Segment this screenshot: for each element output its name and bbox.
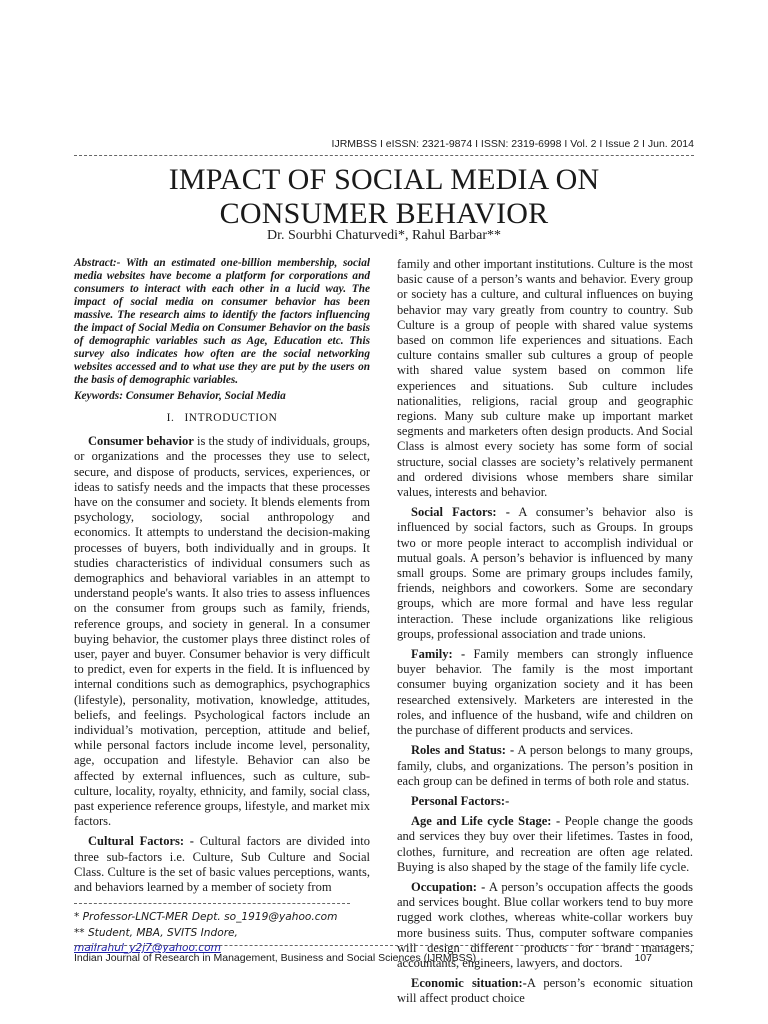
roles-lead: Roles and Status: - [411,743,515,758]
social-factors-paragraph [397,505,693,642]
age-lead: Age and Life cycle Stage: - [411,814,561,829]
cultural-body: Cultural factors are divided into three sub-factors i.e. Culture, Sub Culture and Social Class. Culture is the set of basic values perceptions, wants, and behaviors learned by a member of society from [74,834,370,895]
intro-paragraph [74,434,370,829]
personal-factors-heading [397,794,693,809]
footnote-2: ** Student, MBA, SVITS Indore, [74,926,238,939]
running-header: IJRMBSS I eISSN: 2321-9874 I ISSN: 2319-6998 I Vol. 2 I Issue 2 I Jun. 2014 [331,138,694,150]
roles-status-paragraph [397,743,693,789]
section-number: I. [166,412,175,424]
title-line-1: IMPACT OF SOCIAL MEDIA ON [168,163,600,196]
footnotes [74,910,370,957]
running-footer [74,952,694,964]
occupation-lead: Occupation: - [411,879,486,894]
footer-journal-name: Indian Journal of Research in Management, Business and Social Sciences (IJRMBSS) [74,952,477,964]
age-lifecycle-paragraph [397,814,693,875]
social-lead: Social Factors: - [411,505,510,520]
culture-continued-paragraph: family and other important institutions. Culture is the most basic cause of a person’s wants and behavior. Every group or society has a culture, and cultural influences on buying behavior may vary greatly from country to country. Sub Culture is a group of people with shared value systems based on common life experiences and situations. Each culture contains smaller sub cultures a group of people with shared value system based on common life experiences and situations. Sub culture includes nationalities, religions, racial group and geographic regions. Many sub culture make up important market segments and marketers often design products. And Social Class is almost every society has some form of social structure, social classes are society’s relatively permanent and ordered divisions whose members share similar values, interests and behavior. [397,257,693,500]
personal-lead: Personal Factors:- [411,793,510,808]
cultural-lead: Cultural Factors: - [88,834,194,849]
paper-title [74,163,694,231]
roles-body: A person belongs to many groups, family, clubs, and organizations. The person’s position in each group can be defined in terms of both role and status. [397,743,693,788]
occupation-body: A person’s occupation affects the goods and services bought. Blue collar workers tend to buy more rugged work clothes, whereas white-collar workers buy more business suits. Thus, computer software companies will design different products for brand managers, accountants, engineers, lawyers, and doctors. [397,879,693,970]
cultural-factors-paragraph [74,834,370,895]
footnote-email-link[interactable]: mailrahul_y2j7@yahoo.com [74,942,221,955]
abstract-text: Abstract:- With an estimated one-billion membership, social media websites have become a platform for corporations and consumers to interact with each other in a lucid way. The impact of social media on consumer behavior has been massive. The research aims to identify the factors influencing the impact of Social Media on Consumer Behavior on the basis of demographic variables such as Age, Education etc. This survey also indicates how often are the social networking websites accessed and to what use they are put by the users on the basis of demographic variables. [74,257,370,386]
family-lead: Family: - [411,647,466,662]
footnote-rule [74,903,350,904]
economic-situation-paragraph [397,976,693,1006]
family-body: Family members can strongly influence buyer behavior. The family is the most important consumer buying organization society and it has been researched extensively. Marketers are interested in the roles, and influence of the husband, wife and children on the purchase of different products and services. [397,647,693,738]
economic-lead: Economic situation:- [411,976,527,991]
family-paragraph [397,647,693,738]
author-list: Dr. Sourbhi Chaturvedi*, Rahul Barbar** [266,228,502,243]
social-body: A consumer’s behavior also is influenced by social factors, such as Groups. In groups two or more people interact to accomplish individual or mutual goals. A person’s behavior is influenced by many small groups. Some are primary groups includes family, friends, neighbors and coworkers. Some are secondary groups, which are more formal and have less regular interaction. These include organizations like religious groups, professional association and trade unions. [397,505,694,641]
title-line-2: CONSUMER BEHAVIOR [219,197,549,230]
footnote-1: * Professor-LNCT-MER Dept. so_1919@yahoo.com [74,911,338,924]
section-title: INTRODUCTION [184,412,278,424]
header-rule [74,155,694,156]
intro-body: is the study of individuals, groups, or organizations and the processes they use to select, secure, and dispose of products, services, experiences, or ideas to satisfy needs and the impacts that these processes have on the consumer and society. It blends elements from psychology, sociology, social anthropology and economics. It attempts to understand the decision-making processes of buyers, both individually and in groups. It studies characteristics of individual consumers such as demographics and behavioral variables in an attempt to understand people's wants. It also tries to assess influences on the consumer from groups such as family, friends, reference groups, and society in general. In a consumer buying behavior, the customer plays three distinct roles of user, payer and buyer. Consumer behavior is very difficult to predict, even for experts in the field. It is influenced by internal conditions such as demographics, psychographics (lifestyle), personality, motivation, knowledge, attitudes, beliefs, and feelings. Psychological factors include an individual’s motivation, perception, attitude and belief, while personal factors include income level, personality, age, occupation and lifestyle. Behavior can also be affected by external influences, such as culture, sub-culture, locality, royalty, ethnicity, and family, social class, past experience reference groups, lifestyle, and market mix factors. [74,434,370,829]
page-number: 107 [634,952,652,964]
intro-lead: Consumer behavior [88,434,194,449]
keywords: Keywords: Consumer Behavior, Social Media [74,390,286,402]
footer-rule [74,945,694,946]
section-heading-introduction [74,411,370,426]
abstract [74,257,370,403]
age-body: People change the goods and services they buy over their lifetimes. Tastes in food, clothes, furniture, and recreation are often age related. Buying is also shaped by the stage of the family life cycle. [397,814,693,874]
left-column [74,257,370,957]
economic-body: A person’s economic situation will affect product choice [397,976,693,1006]
right-column [397,257,693,1012]
